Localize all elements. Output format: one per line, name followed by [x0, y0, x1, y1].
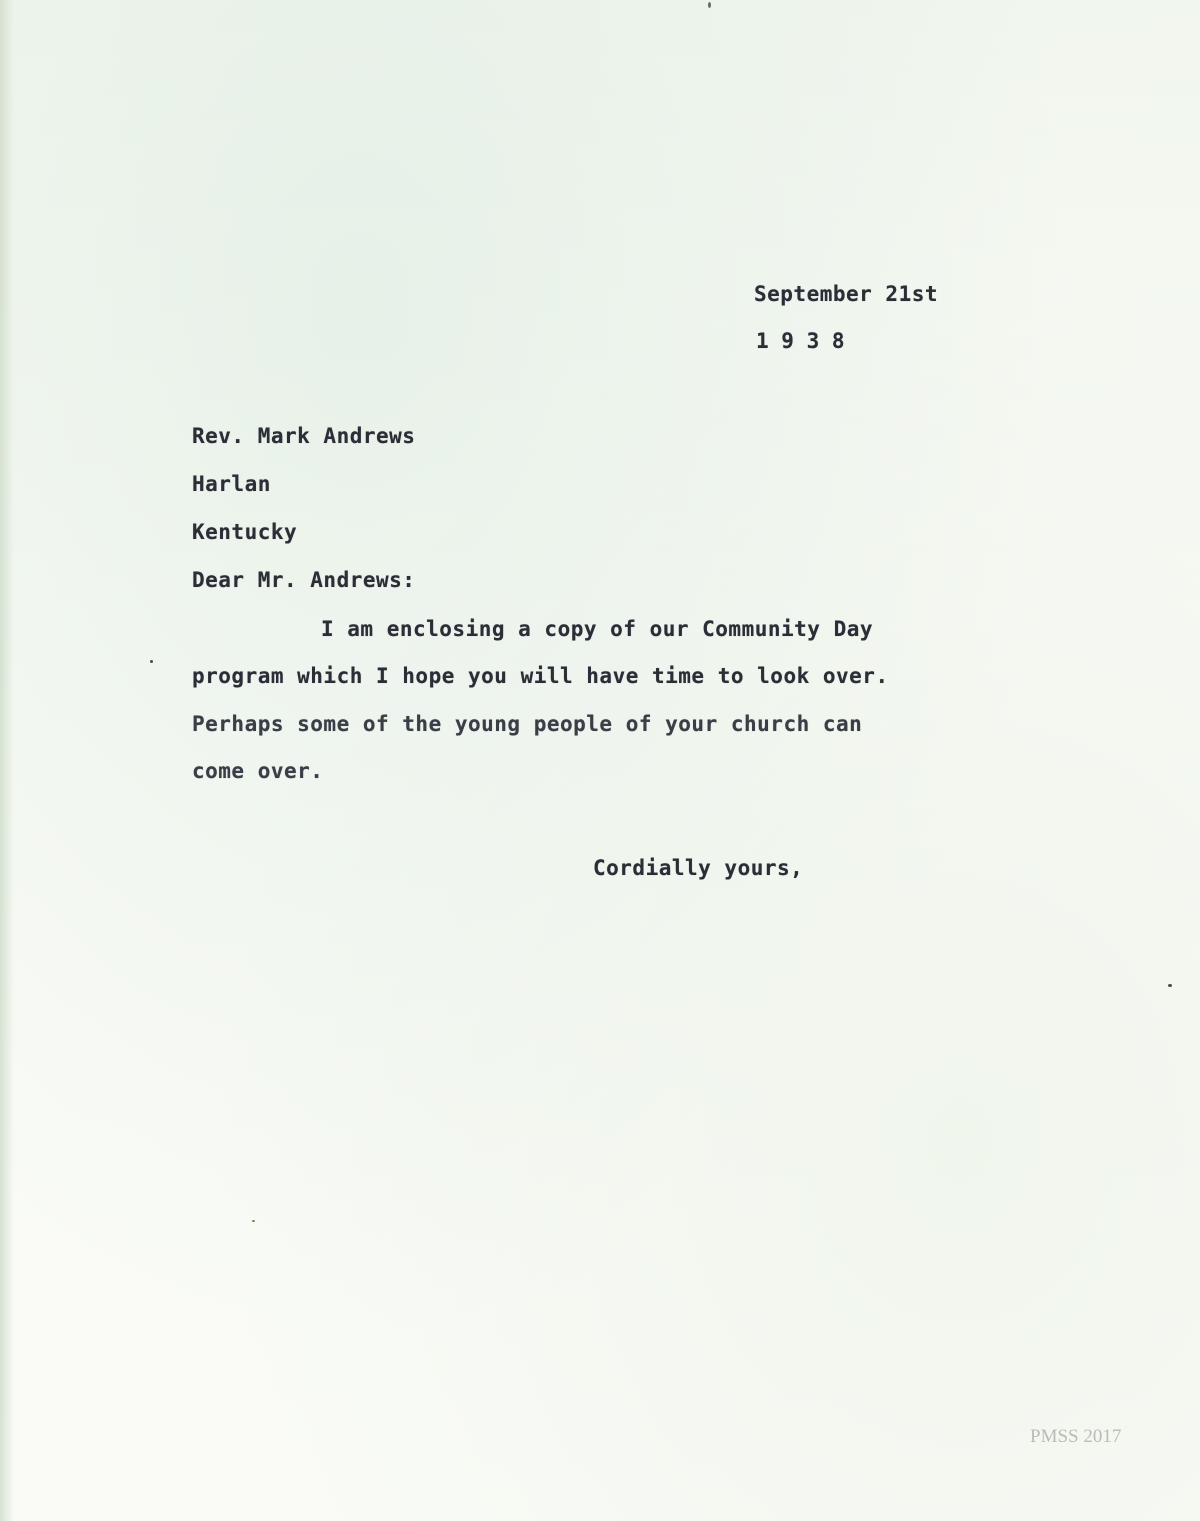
closing: Cordially yours, — [593, 856, 804, 880]
recipient-state: Kentucky — [192, 520, 298, 544]
salutation: Dear Mr. Andrews: — [192, 568, 416, 592]
paper-speck — [252, 1220, 255, 1222]
paper-speck — [150, 660, 153, 663]
paper-speck — [708, 2, 711, 8]
date-line: September 21st — [754, 282, 939, 306]
body-line-4: come over. — [192, 759, 324, 783]
recipient-name: Rev. Mark Andrews — [192, 424, 416, 448]
paper-speck — [1168, 984, 1172, 987]
paper-edge-shading — [0, 0, 14, 1521]
body-line-1: I am enclosing a copy of our Community Day — [321, 617, 874, 641]
year-line: 1 9 3 8 — [756, 329, 845, 353]
body-line-3: Perhaps some of the young people of your church can — [192, 712, 863, 736]
body-line-2: program which I hope you will have time to look over. — [192, 664, 889, 688]
archive-watermark: PMSS 2017 — [1030, 1426, 1122, 1447]
recipient-city: Harlan — [192, 472, 271, 496]
